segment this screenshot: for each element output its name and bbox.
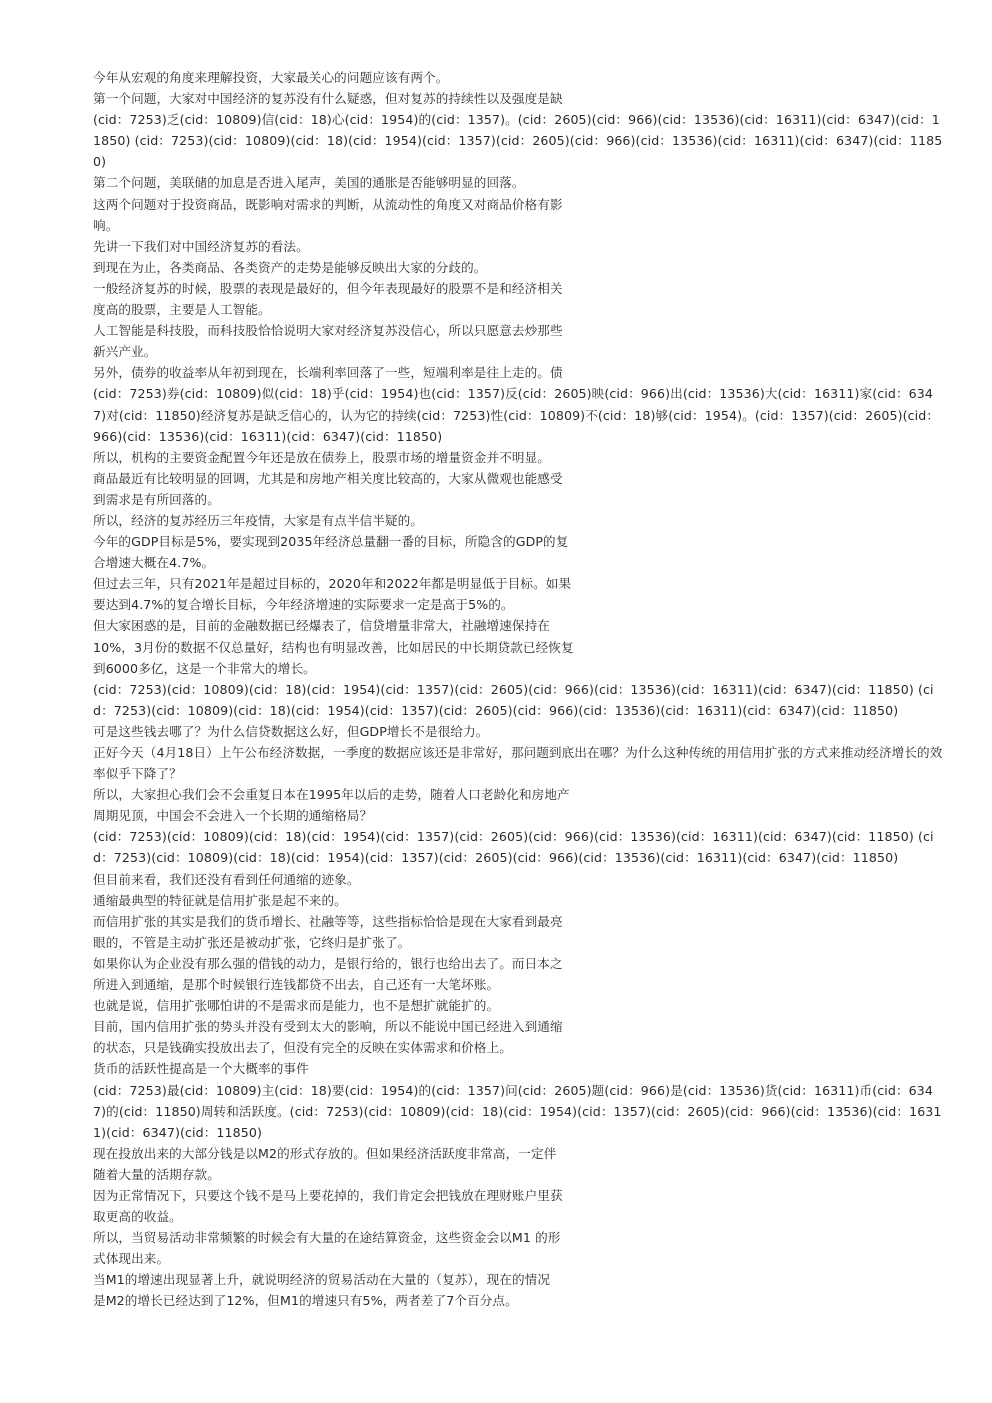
text-line: 一般经济复苏的时候，股票的表现是最好的，但今年表现最好的股票不是和经济相关: [93, 280, 563, 296]
text-line: 的状态，只是钱确实投放出去了，但没有完全的反映在实体需求和价格上。: [93, 1040, 512, 1056]
text-line: 所进入到通缩，是那个时候银行连钱都贷不出去，自己还有一大笔坏账。: [93, 977, 500, 993]
text-line: (cid：7253)乏(cid：10809)信(cid：18)心(cid：1954)的(cid：1357)。(cid：2605)(cid：966)(cid：13536)(cid：16311)(cid：6347)(cid：11850) (cid：7253)(cid：10809)(cid：18)(cid：1954)(cid：1357)(cid：2605)(cid：966)(cid：13536)(cid：16311)(cid：6347)(cid：11850): [93, 112, 943, 170]
text-line: 但过去三年，只有2021年是超过目标的，2020年和2022年都是明显低于目标。如果: [93, 576, 572, 592]
text-line: 10%，3月份的数据不仅总量好，结构也有明显改善，比如居民的中长期贷款已经恢复: [93, 639, 574, 655]
text-line: 今年从宏观的角度来理解投资，大家最关心的问题应该有两个。: [93, 70, 449, 85]
text-line: 今年的GDP目标是5%，要实现到2035年经济总量翻一番的目标，所隐含的GDP的复: [93, 534, 569, 550]
text-line: 但大家困惑的是，目前的金融数据已经爆表了，信贷增量非常大，社融增速保持在: [93, 618, 550, 634]
text-line: 所以，经济的复苏经历三年疫情，大家是有点半信半疑的。: [93, 512, 424, 528]
text-line: 正好今天（4月18日）上午公布经济数据，一季度的数据应该还是非常好，那问题到底出在哪？为什么这种传统的用信用扩张的方式来推动经济增长的效率似乎下降了？: [93, 745, 943, 782]
text-line: 当M1的增速出现显著上升，就说明经济的贸易活动在大量的（复苏），现在的情况: [93, 1272, 551, 1288]
text-line: 商品最近有比较明显的回调，尤其是和房地产相关度比较高的，大家从微观也能感受: [93, 470, 563, 486]
text-line: 第二个问题，美联储的加息是否进入尾声，美国的通胀是否能够明显的回落。: [93, 175, 525, 191]
text-line: 目前，国内信用扩张的势头并没有受到太大的影响，所以不能说中国已经进入到通缩: [93, 1019, 563, 1035]
text-line: 现在投放出来的大部分钱是以M2的形式存放的。但如果经济活跃度非常高，一定伴: [93, 1145, 557, 1161]
text-line: 而信用扩张的其实是我们的货币增长、社融等等，这些指标恰恰是现在大家看到最亮: [93, 913, 563, 929]
text-line: 第一个问题，大家对中国经济的复苏没有什么疑惑，但对复苏的持续性以及强度是缺: [93, 91, 563, 107]
text-line: 如果你认为企业没有那么强的借钱的动力，是银行给的，银行也给出去了。而日本之: [93, 955, 563, 971]
text-line: 周期见顶，中国会不会进入一个长期的通缩格局？: [93, 808, 373, 824]
text-line: 所以，当贸易活动非常频繁的时候会有大量的在途结算资金，这些资金会以M1 的形: [93, 1230, 561, 1246]
text-line: 通缩最典型的特征就是信用扩张是起不来的。: [93, 892, 347, 908]
text-line: 另外，债券的收益率从年初到现在，长端利率回落了一些，短端利率是往上走的。债: [93, 365, 563, 381]
text-line: 货币的活跃性提高是一个大概率的事件: [93, 1061, 309, 1077]
text-line: 到需求是有所回落的。: [93, 491, 220, 507]
text-line: 要达到4.7%的复合增长目标，今年经济增速的实际要求一定是高于5%的。: [93, 597, 514, 613]
text-line: 但目前来看，我们还没有看到任何通缩的迹象。: [93, 871, 360, 887]
text-line: 到6000多亿，这是一个非常大的增长。: [93, 660, 316, 676]
text-line: 是M2的增长已经达到了12%，但M1的增速只有5%，两者差了7个百分点。: [93, 1293, 518, 1309]
text-line: 也就是说，信用扩张哪怕讲的不是需求而是能力，也不是想扩就能扩的。: [93, 998, 500, 1014]
text-line: 人工智能是科技股，而科技股恰恰说明大家对经济复苏没信心，所以只愿意去炒那些: [93, 323, 563, 339]
text-line: 到现在为止，各类商品、各类资产的走势是能够反映出大家的分歧的。: [93, 259, 487, 275]
text-line: (cid：7253)最(cid：10809)主(cid：18)要(cid：1954)的(cid：1357)问(cid：2605)题(cid：966)是(cid：13536)货(cid：16311)币(cid：6347)的(cid：11850)周转和活跃度。(cid：7253)(cid：10809)(cid：18)(cid：1954)(cid：1357)(cid：2605)(cid：966)(cid：13536)(cid：16311)(cid：6347)(cid：11850): [93, 1082, 942, 1140]
text-line: 度高的股票，主要是人工智能。: [93, 302, 271, 318]
text-line: 响。: [93, 217, 119, 233]
document-body: [93, 67, 945, 1312]
text-line: 式体现出来。: [93, 1251, 170, 1267]
text-line: 眼的，不管是主动扩张还是被动扩张，它终归是扩张了。: [93, 934, 411, 950]
text-line: 合增速大概在4.7%。: [93, 555, 215, 571]
text-line: 取更高的收益。: [93, 1209, 182, 1225]
text-line: (cid：7253)券(cid：10809)似(cid：18)乎(cid：1954)也(cid：1357)反(cid：2605)映(cid：966)出(cid：13536)大(cid：16311)家(cid：6347)对(cid：11850)经济复苏是缺乏信心的，认为它的持续(cid：7253)性(cid：10809)不(cid：18)够(cid：1954)。(cid：1357)(cid：2605)(cid：966)(cid：13536)(cid：16311)(cid：6347)(cid：11850): [93, 386, 940, 444]
text-line: 所以，机构的主要资金配置今年还是放在债券上，股票市场的增量资金并不明显。: [93, 449, 550, 465]
text-line: 因为正常情况下，只要这个钱不是马上要花掉的，我们肯定会把钱放在理财账户里获: [93, 1187, 563, 1203]
text-line: 新兴产业。: [93, 344, 157, 360]
text-line: 先讲一下我们对中国经济复苏的看法。: [93, 238, 309, 254]
text-line: 所以，大家担心我们会不会重复日本在1995年以后的走势，随着人口老龄化和房地产: [93, 787, 570, 803]
text-line: 可是这些钱去哪了？为什么信贷数据这么好，但GDP增长不是很给力。: [93, 723, 489, 739]
text-line: (cid：7253)(cid：10809)(cid：18)(cid：1954)(cid：1357)(cid：2605)(cid：966)(cid：13536)(cid：16311)(cid：6347)(cid：11850) (cid：7253)(cid：10809)(cid：18)(cid：1954)(cid：1357)(cid：2605)(cid：966)(cid：13536)(cid：16311)(cid：6347)(cid：11850): [93, 681, 934, 718]
text-line: (cid：7253)(cid：10809)(cid：18)(cid：1954)(cid：1357)(cid：2605)(cid：966)(cid：13536)(cid：16311)(cid：6347)(cid：11850) (cid：7253)(cid：10809)(cid：18)(cid：1954)(cid：1357)(cid：2605)(cid：966)(cid：13536)(cid：16311)(cid：6347)(cid：11850): [93, 829, 934, 866]
text-line: 随着大量的活期存款。: [93, 1166, 220, 1182]
text-line: 这两个问题对于投资商品，既影响对需求的判断，从流动性的角度又对商品价格有影: [93, 196, 563, 212]
